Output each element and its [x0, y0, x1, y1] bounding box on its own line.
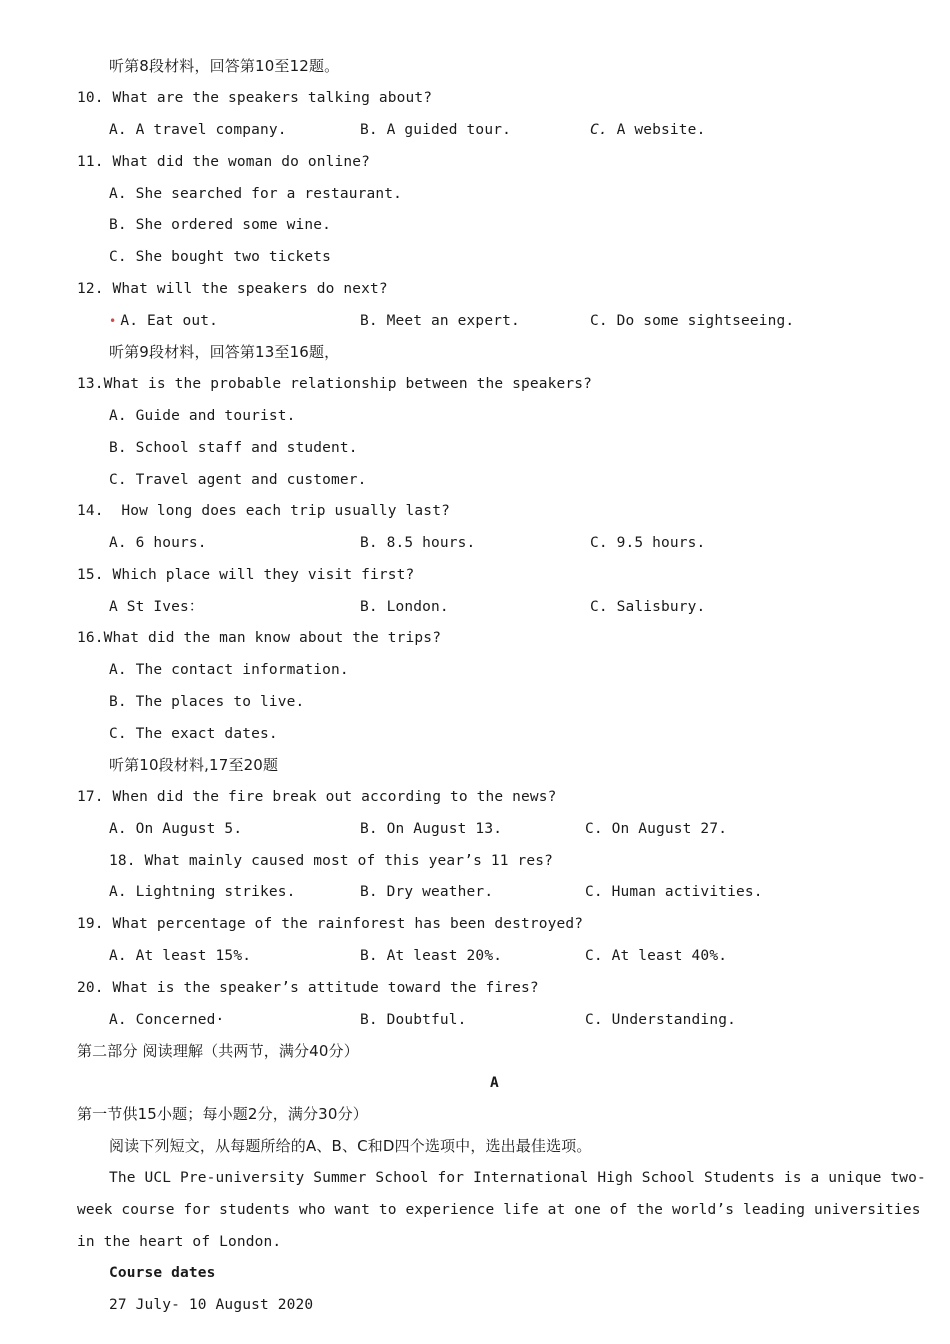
- q13-option-b: B. School staff and student.: [109, 440, 358, 456]
- q12-option-b: B. Meet an expert.: [360, 313, 520, 329]
- q19-option-b: B. At least 20%.: [360, 948, 503, 964]
- question-17: 17. When did the fire break out according to the news?: [77, 789, 557, 805]
- section-header-8: 听第8段材料，回答第10至12题。: [109, 57, 340, 75]
- q19-option-a: A. At least 15%.: [109, 948, 252, 964]
- question-15: 15. Which place will they visit first?: [77, 567, 415, 583]
- q16-option-a: A. The contact information.: [109, 662, 349, 678]
- q14-option-c: C. 9.5 hours.: [590, 535, 706, 551]
- q12-option-a-text: A. Eat out.: [120, 313, 219, 329]
- course-dates-heading: Course dates: [109, 1265, 216, 1281]
- q17-option-a: A. On August 5.: [109, 821, 243, 837]
- q12-mark: •: [109, 314, 117, 328]
- q14-option-a: A. 6 hours.: [109, 535, 207, 551]
- question-16: 16.What did the man know about the trips?: [77, 630, 442, 646]
- q10-option-c-text: A website.: [607, 122, 706, 138]
- q12-option-c: C. Do some sightseeing.: [590, 313, 795, 329]
- q16-option-b: B. The places to live.: [109, 694, 305, 710]
- q18-option-b: B. Dry weather.: [360, 884, 494, 900]
- question-18: 18. What mainly caused most of this year’s 11 res?: [109, 853, 553, 869]
- q11-option-b: B. She ordered some wine.: [109, 217, 331, 233]
- section-letter: A: [490, 1075, 499, 1091]
- part-two-heading: 第二部分 阅读理解（共两节，满分40分）: [77, 1042, 359, 1060]
- q12-option-a: [109, 311, 218, 331]
- q13-option-a: A. Guide and tourist.: [109, 408, 296, 424]
- question-20: 20. What is the speaker’s attitude toward the fires?: [77, 980, 539, 996]
- course-dates: 27 July- 10 August 2020: [109, 1297, 314, 1313]
- section-one-heading: 第一节供15小题；每小题2分，满分30分）: [77, 1105, 368, 1123]
- q14-option-b: B. 8.5 hours.: [360, 535, 476, 551]
- question-12: 12. What will the speakers do next?: [77, 281, 388, 297]
- section-header-10: 听第10段材料,17至20题: [109, 756, 279, 774]
- question-13: 13.What is the probable relationship between the speakers?: [77, 376, 593, 392]
- question-11: 11. What did the woman do online?: [77, 154, 371, 170]
- q11-option-a: A. She searched for a restaurant.: [109, 186, 403, 202]
- q19-option-c: C. At least 40%.: [585, 948, 728, 964]
- q11-option-c: C. She bought two tickets: [109, 249, 331, 265]
- reading-instruction: 阅读下列短文，从每题所给的A、B、C和D四个选项中，选出最佳选项。: [109, 1137, 592, 1155]
- q15-option-a: A St Ives：: [109, 599, 204, 615]
- q13-option-c: C. Travel agent and customer.: [109, 472, 367, 488]
- question-10: 10. What are the speakers talking about?: [77, 90, 433, 106]
- q18-option-a: A. Lightning strikes.: [109, 884, 296, 900]
- q20-option-a: A. Concerned·: [109, 1012, 225, 1028]
- passage-line-1: The UCL Pre-university Summer School for International High School Students is a unique two-: [109, 1170, 926, 1186]
- q15-option-c: C. Salisbury.: [590, 599, 706, 615]
- q10-option-c: [590, 120, 705, 140]
- section-header-9: 听第9段材料，回答第13至16题，: [109, 343, 340, 361]
- q18-option-c: C. Human activities.: [585, 884, 763, 900]
- q20-option-b: B. Doubtful.: [360, 1012, 467, 1028]
- passage-line-2: week course for students who want to experience life at one of the world’s leading universities: [77, 1202, 921, 1218]
- q15-option-b: B. London.: [360, 599, 449, 615]
- q10-option-b: B. A guided tour.: [360, 122, 511, 138]
- q10-option-a: A. A travel company.: [109, 122, 287, 138]
- question-19: 19. What percentage of the rainforest has been destroyed?: [77, 916, 584, 932]
- q17-option-b: B. On August 13.: [360, 821, 503, 837]
- q20-option-c: C. Understanding.: [585, 1012, 736, 1028]
- passage-line-3: in the heart of London.: [77, 1234, 282, 1250]
- q16-option-c: C. The exact dates.: [109, 726, 278, 742]
- question-14: 14. How long does each trip usually last?: [77, 503, 450, 519]
- q10-option-c-letter: C.: [590, 122, 608, 138]
- q17-option-c: C. On August 27.: [585, 821, 728, 837]
